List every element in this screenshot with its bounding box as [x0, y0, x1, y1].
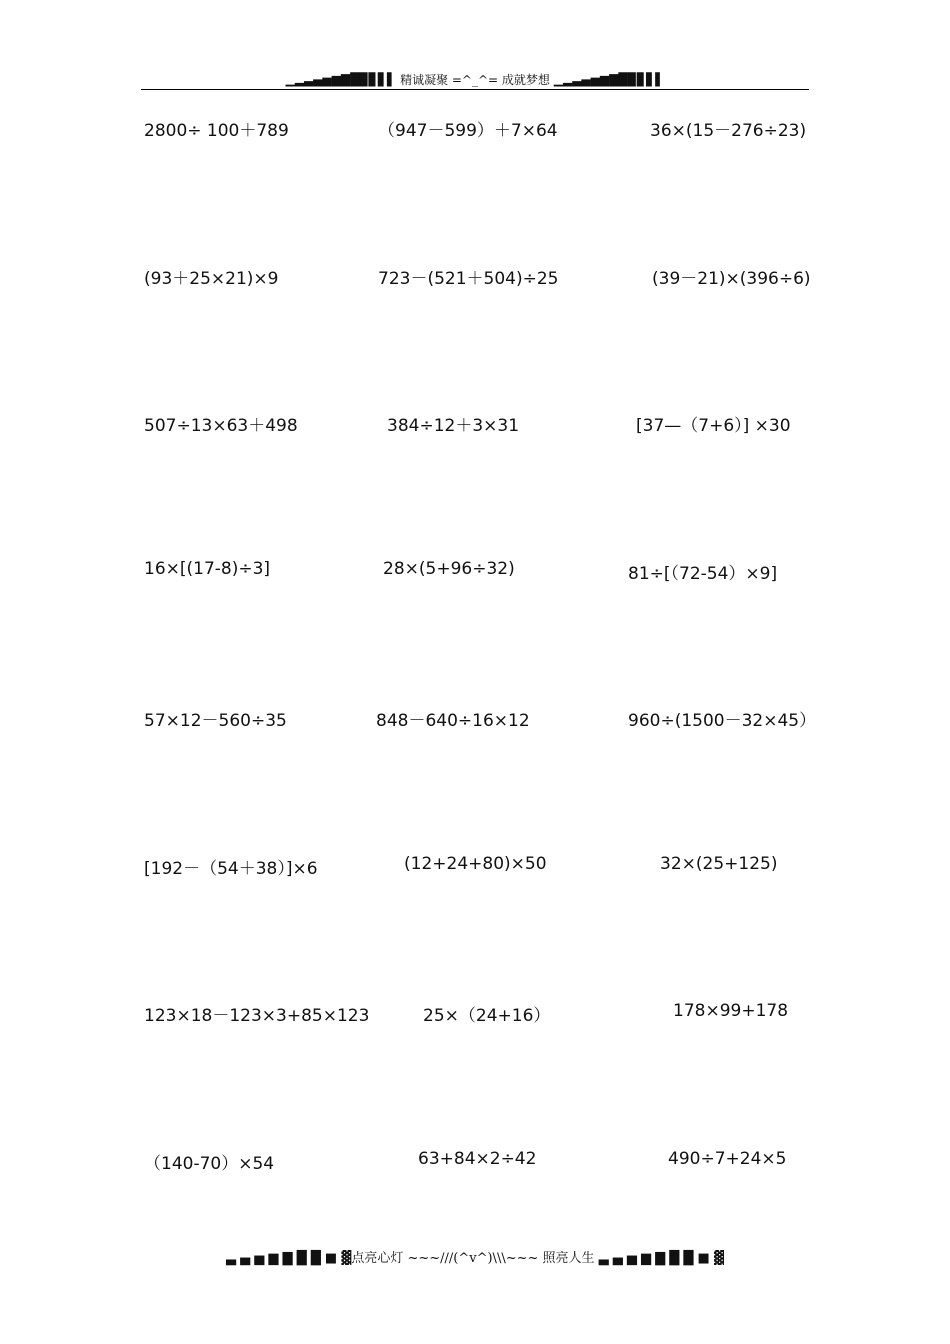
problem-r3-c1: 507÷13×63＋498	[144, 416, 298, 436]
problem-r5-c1: 57×12－560÷35	[144, 711, 287, 731]
problem-r1-c3: 36×(15－276÷23)	[650, 121, 807, 141]
problem-r7-c1: 123×18－123×3+85×123	[144, 1006, 370, 1026]
problem-r8-c3: 490÷7+24×5	[668, 1149, 787, 1169]
problem-r7-c3: 178×99+178	[673, 1001, 789, 1021]
problem-r2-c3: (39－21)×(396÷6)	[652, 269, 811, 289]
problem-r8-c2: 63+84×2÷42	[418, 1149, 537, 1169]
problem-r6-c2: (12+24+80)×50	[404, 854, 547, 874]
problem-r1-c2: （947－599）＋7×64	[378, 121, 558, 141]
problem-r4-c1: 16×[(17-8)÷3]	[144, 559, 271, 579]
header-motto: 精诚凝聚 =^_^= 成就梦想	[400, 73, 550, 87]
problem-r5-c2: 848－640÷16×12	[376, 711, 530, 731]
problem-r6-c1: [192－（54＋38）]×6	[144, 859, 318, 879]
problem-r5-c3: 960÷(1500－32×45）	[628, 711, 817, 731]
problem-r1-c1: 2800÷ 100＋789	[144, 121, 289, 141]
header-left-ornament: ▁▂▃▄▅▆▇█▉▊▋▌	[285, 72, 397, 87]
page-footer: ▃ ▄ ▅ ▆ ▇ █ █ ■ ▓点亮心灯 ~~~///(^v^)\\\~~~ 照亮人生 ▃ ▄ ▅ ▆ ▇ █ █ ■ ▓	[226, 1251, 724, 1266]
problem-r7-c2: 25×（24+16）	[423, 1006, 551, 1026]
problem-r2-c2: 723－(521＋504)÷25	[378, 269, 559, 289]
problem-r2-c1: (93＋25×21)×9	[144, 269, 279, 289]
header-right-ornament: ▁▂▃▄▅▆▇█▉▊▋▌	[553, 72, 665, 87]
problem-r8-c1: （140-70）×54	[144, 1154, 275, 1174]
problem-r3-c3: [37—（7+6）] ×30	[636, 416, 791, 436]
problem-r3-c2: 384÷12＋3×31	[387, 416, 520, 436]
problem-r4-c3: 81÷[（72-54）×9]	[628, 564, 778, 584]
problem-r4-c2: 28×(5+96÷32)	[383, 559, 515, 579]
problem-r6-c3: 32×(25+125)	[660, 854, 778, 874]
